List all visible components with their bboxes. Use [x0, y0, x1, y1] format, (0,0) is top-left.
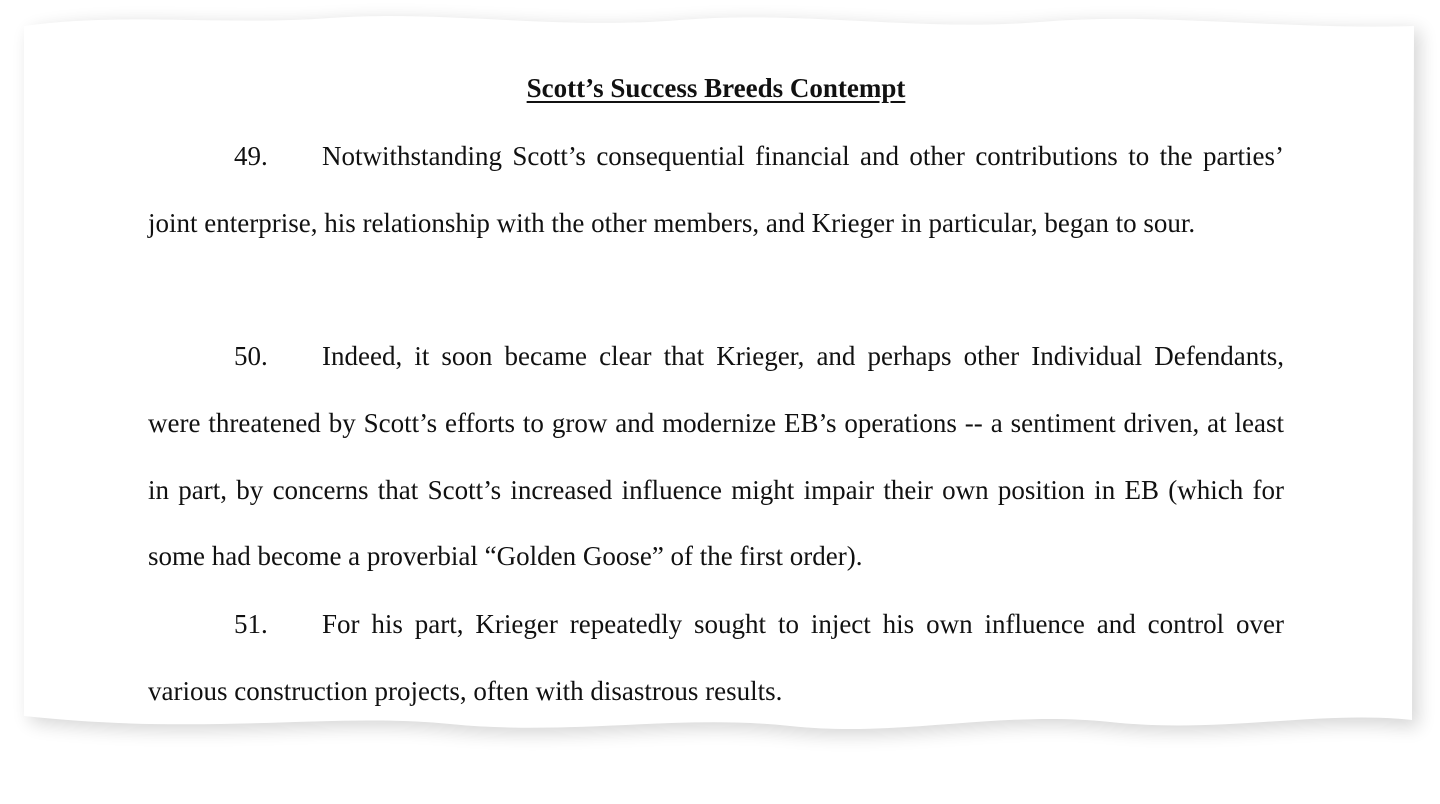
section-heading: Scott’s Success Breeds Contempt — [526, 73, 906, 103]
paragraph-number: 51. — [234, 609, 268, 639]
paragraph-text: Notwithstanding Scott’s consequential financial and other contributions to the parties’ joint enterprise, his relationship with the other members, and Krieger in particular, began to sour. — [148, 141, 1284, 238]
paragraph-50 — [148, 323, 1284, 590]
paragraph-51 — [148, 591, 1284, 725]
paragraph-number: 49. — [234, 141, 268, 171]
paragraph-text: Indeed, it soon became clear that Krieger, and perhaps other Individual Defendants, were threatened by Scott’s efforts to grow and modernize EB’s operations -- a sentiment driven, at least in part, by concerns that Scott’s increased influence might impair their own position in EB (which for some had become a proverbial “Golden Goose” of the first order). — [148, 341, 1284, 572]
paragraph-49 — [148, 123, 1284, 257]
paragraph-text: For his part, Krieger repeatedly sought to inject his own influence and control over various construction projects, often with disastrous results. — [148, 609, 1284, 706]
paragraph-number: 50. — [234, 341, 268, 371]
